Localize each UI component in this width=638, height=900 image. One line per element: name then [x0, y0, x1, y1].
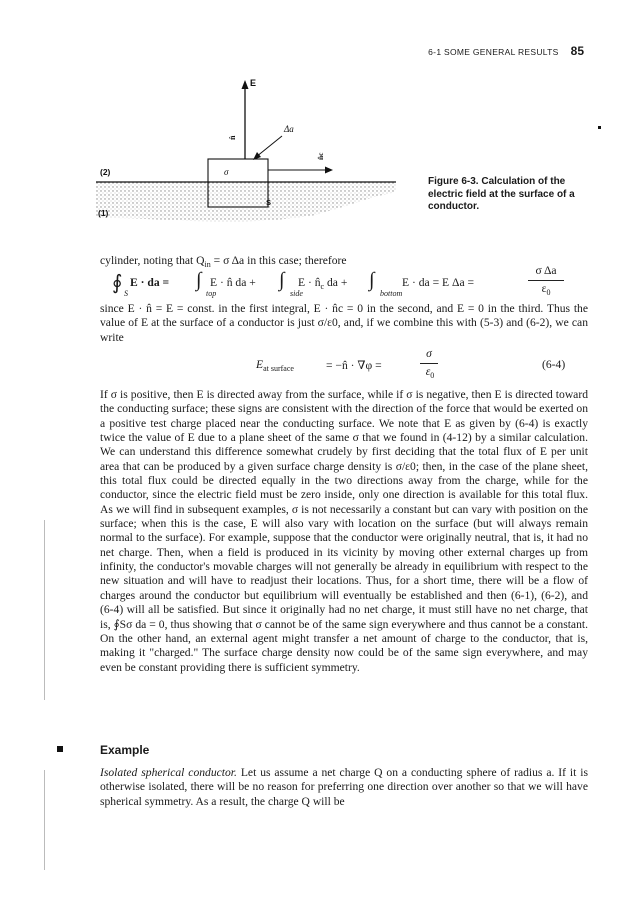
label-region-1: (1) — [98, 208, 109, 218]
integral-sign-bottom: ∫ — [369, 269, 375, 291]
margin-rule — [44, 520, 45, 700]
contour-integral-sign: ∮ — [112, 272, 123, 294]
eq2-rhs: = −n̂ · ∇φ = — [326, 359, 382, 372]
figure-caption: Figure 6-3. Calculation of the electric field at the surface of a conductor. — [428, 176, 575, 212]
page-number: 85 — [570, 44, 584, 58]
conductor-region — [96, 182, 396, 222]
integral-sign-top: ∫ — [196, 269, 202, 291]
example-body: Let us assume a net charge Q on a conducting sphere of radius a. If it is otherwise isolated, there will be no reason for preferring one direction over another so that we will have spherical symmetry. As a result, the charge Q will be — [100, 766, 588, 808]
equation-number: (6-4) — [542, 358, 566, 371]
limit-s: S — [124, 289, 128, 298]
example-paragraph — [100, 766, 588, 809]
label-s: S — [266, 198, 272, 207]
label-sigma: σ — [224, 167, 229, 177]
paragraph-2: If σ is positive, then E is directed away from the surface, while if σ is negative, then E is directed toward the conducting surface; these signs are consistent with the direction of the force that would be exerted on a positive test charge placed near the conducting surface. We note that E as given by (6-4) is exactly twice the value of E due to a plane sheet of the same σ that we found in (4-12) by a similar calculation. We can understand this difference somewhat crudely by first deciding that the total flux of E per unit area that can be produced by a given surface charge density is σ/ε0; then, in the case of the plane sheet, this total flux could be directed equally in the two directions away from the charge, while for the conductor, since the electric field must be zero inside, only one direction is available for this total flux. As we will find in subsequent examples, σ is not necessarily a constant but can vary with position on the surface; when this is the case, E will also vary with location on the surface (but will always remain normal to the surface). For example, suppose that the conductor were originally neutral, that is, it had no net charge. Then, when a field is produced in its vicinity by moving other external charges up from infinity, the conductor's movable charges will not generally be already in equilibrium with respect to the new situation and will have to readjust their locations. Thus, for a short time, there will be a flow of charges around the conductor but equilibrium will eventually be established and then (6-1), (6-2), and (6-4) will all be satisfied. But since it originally had no net charge, it must still have no net charge, that is, ∮Sσ da = 0, thus showing that σ cannot be of the same sign everywhere and thus cannot be a constant. On the other hand, an external agent might transfer a net amount of charge to the conductor, that is, making it "charged." The surface charge density now could be of the same sign everywhere, and may even be constant providing there is sufficient symmetry. — [100, 388, 588, 674]
section-title: 6-1 SOME GENERAL RESULTS — [428, 47, 559, 57]
label-e: E — [250, 78, 257, 88]
limit-top: top — [206, 289, 217, 298]
eq2-num: σ — [426, 347, 432, 360]
limit-side: side — [290, 289, 303, 298]
eq1-frac-den: $\varepsilon_0$ — [541, 282, 551, 297]
running-header — [410, 44, 584, 58]
eq1-term2: E · n̂ — [298, 276, 321, 289]
example-heading: Example — [100, 743, 150, 757]
label-delta-a: Δa — [284, 124, 294, 134]
limit-bottom: bottom — [380, 289, 403, 298]
integral-sign-side: ∫ — [279, 269, 285, 291]
eq1-term3: E · da = E Δa = — [402, 276, 475, 289]
eq1-frac-num: σ Δa — [535, 264, 557, 277]
bullet-marker — [57, 746, 63, 752]
figure-6-3 — [96, 74, 396, 232]
delta-a-pointer — [256, 136, 282, 157]
margin-rule-lower — [44, 770, 45, 870]
label-nc: n̂c — [316, 152, 325, 160]
eq1-lhs: E · da = — [130, 276, 170, 289]
label-region-2: (2) — [100, 167, 111, 177]
eq1-term1: E · n̂ da + — [210, 276, 256, 289]
paragraph-1: since E · n̂ = E = const. in the first integral, E · n̂c = 0 in the second, and E = 0 in the third. Thus the value of E at the surface of a conductor is just σ/ε0, and, if we combine this with (5-3) and (6-2), we can write — [100, 302, 588, 344]
label-n: n̂ — [228, 135, 237, 140]
eq2-den: $\varepsilon_0$ — [425, 365, 435, 380]
margin-mark — [598, 126, 601, 129]
example-title: Isolated spherical conductor. — [100, 766, 237, 779]
intro-line: cylinder, noting that $Q_{in} = \sigma$ Δa in this case; therefore — [100, 254, 347, 269]
